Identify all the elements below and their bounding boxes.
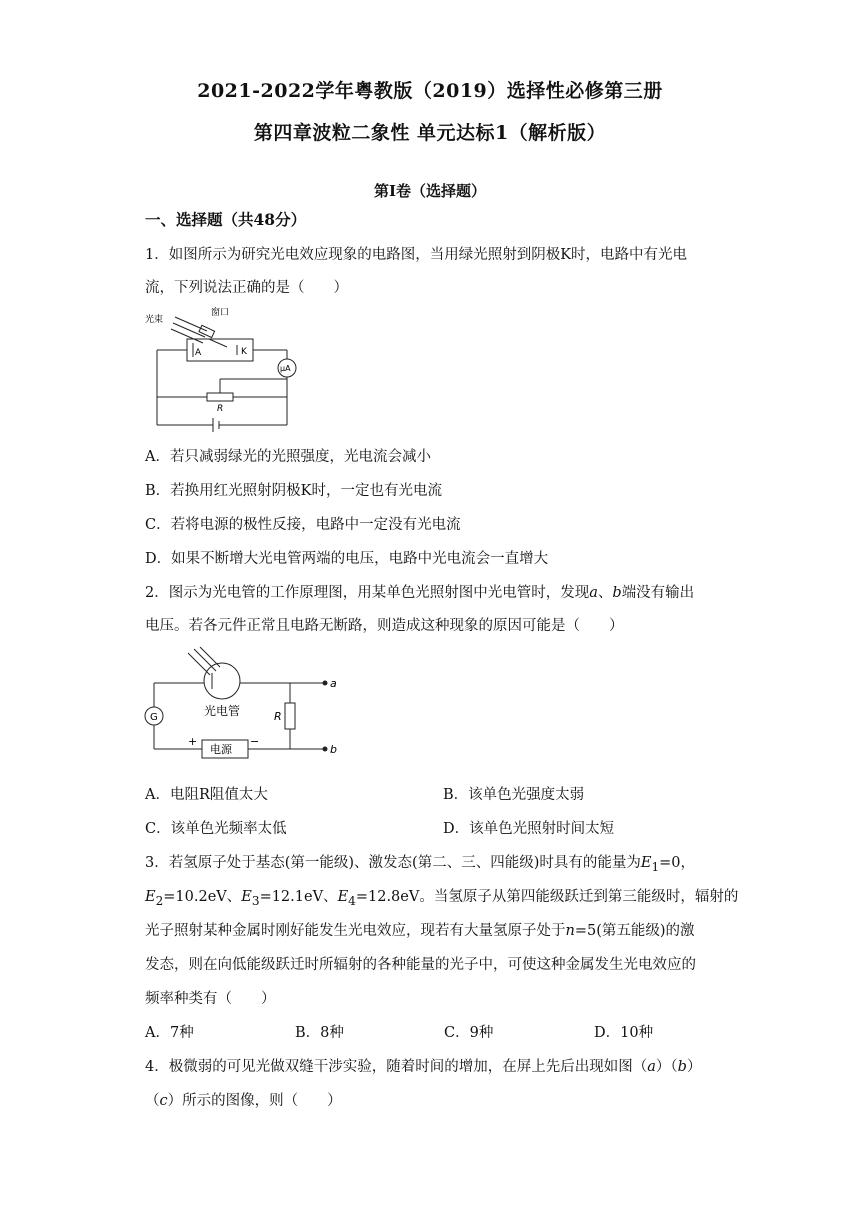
q1-option-d: D．如果不断增大光电管两端的电压，电路中光电流会一直增大 [145,551,549,567]
q3-text-2c: =12.8eV。当氢原子从第四能级跃迁到第三能级时，辐射的 [355,889,739,905]
q1-label-beam: 光束 [145,315,164,325]
q3-n: n [565,923,575,939]
q4-text-5: ）所示的图像，则（ ） [167,1093,342,1109]
q2-label-terminal-b: b [330,743,337,756]
q2-stem-text-a: 2．图示为光电管的工作原理图，用某单色光照射图中光电管时，发现 [145,585,590,601]
q1-stem-line1: 1．如图所示为研究光电效应现象的电路图，当用绿光照射到阴极K时，电路中有光电 [145,247,688,263]
q3-e3: E [241,889,252,905]
q3-line2 [145,885,738,908]
q1-stem-line2: 流，下列说法正确的是（ ） [145,280,348,296]
document-title-line1: 2021-2022学年粤教版（2019）选择性必修第三册 [197,80,663,102]
q2-option-d: D．该单色光照射时间太短 [443,821,615,837]
q3-option-a: A．7种 [145,1025,194,1041]
q1-circuit-figure [145,305,305,435]
q3-e2: E [145,889,156,905]
q3-line1 [145,851,695,874]
q4-text-2: ）（ [655,1059,678,1075]
q2-label-galvanometer: G [150,712,158,723]
q2-stem-text-b: 、 [597,585,613,601]
q4-line2 [145,1089,342,1110]
q3-text-1a: 3．若氢原子处于基态(第一能级)、激发态(第二、三、四能级)时具有的能量为 [145,855,641,871]
q3-e1: E [640,855,652,871]
q4-fig-c: c [159,1093,168,1109]
document-title-line2: 第四章波粒二象性 单元达标1（解析版） [253,122,607,144]
q1-option-b: B．若换用红光照射阴极K时，一定也有光电流 [145,483,442,499]
q2-label-terminal-a: a [330,677,337,690]
q2-label-source: 电源 [210,743,232,756]
q4-text-3: ） [686,1059,702,1075]
q2-label-tube: 光电管 [204,704,241,718]
q2-stem-line1 [145,581,694,602]
q4-text-4: （ [145,1093,160,1109]
q2-label-minus: − [250,735,260,748]
q1-option-a: A．若只减弱绿光的光照强度，光电流会减小 [145,449,431,465]
q3-text-1b: =0， [659,855,696,871]
q3-text-3a: 光子照射某种金属时刚好能发生光电效应，现若有大量氢原子处于 [145,923,566,939]
q2-var-a: a [589,585,598,601]
q1-label-window: 窗口 [211,308,230,318]
q2-label-plus: + [188,735,198,748]
q4-fig-b: b [677,1059,687,1075]
q1-label-meter: μA [280,364,291,373]
q2-label-resistor: R [274,710,282,723]
q3-line4: 发态，则在向低能级跃迁时所辐射的各种能量的光子中，可使这种金属发生光电效应的 [145,957,696,973]
q3-option-c: C．9种 [444,1025,494,1041]
q3-sub4: 4 [348,893,356,908]
q2-stem-text-c: 端没有输出 [621,585,695,601]
q1-label-cathode: K [241,347,247,357]
q3-text-3b: =5(第五能级)的激 [574,923,695,939]
q2-circuit-figure [140,645,340,765]
q3-e4: E [337,889,349,905]
q3-option-b: B．8种 [295,1025,344,1041]
q2-option-b: B．该单色光强度太弱 [443,787,585,803]
q1-option-c: C．若将电源的极性反接，电路中一定没有光电流 [145,517,461,533]
q3-text-2b: =12.1eV、 [259,889,338,905]
q4-line1 [145,1055,701,1076]
q4-text-1: 4．极微弱的可见光做双缝干涉实验，随着时间的增加，在屏上先后出现如图（ [145,1059,648,1075]
volume-heading: 第Ⅰ卷（选择题） [373,182,487,200]
q3-option-d: D．10种 [594,1025,654,1041]
q4-fig-a: a [647,1059,656,1075]
q3-sub3: 3 [251,893,260,908]
q3-sub1: 1 [651,859,660,874]
q2-option-a: A．电阻R阻值太大 [145,787,268,803]
q2-var-b: b [612,585,622,601]
q2-stem-line2: 电压。若各元件正常且电路无断路，则造成这种现象的原因可能是（ ） [145,618,624,634]
q3-line5: 频率种类有（ ） [145,991,276,1007]
q3-line3 [145,919,695,940]
q1-label-anode: A [195,348,202,358]
q3-text-2a: =10.2eV、 [163,889,242,905]
q2-option-c: C．该单色光频率太低 [145,821,287,837]
q1-label-resistor: R [217,404,224,414]
q3-sub2: 2 [155,893,164,908]
section-heading: 一、选择题（共48分） [145,210,307,229]
